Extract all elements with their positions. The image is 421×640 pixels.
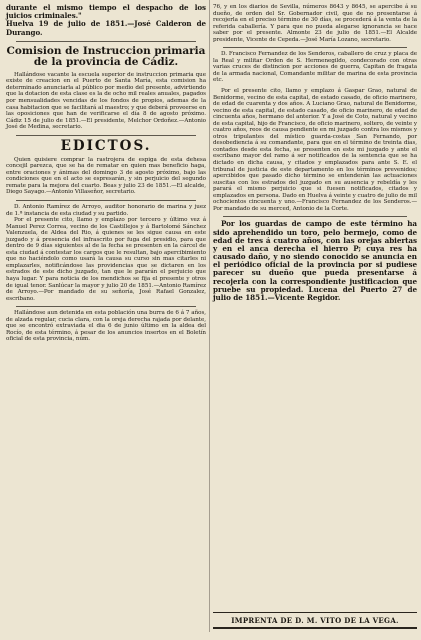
footer-rule bbox=[213, 627, 417, 629]
comision-body: Hallándose vacante la escuela superior de instruccion primaria que existe de creacion en el Puerto de Santa María, esta comision ha determinado anunciarla al público por medio del presente, advirtiendo que la dotacion de esta clase es la de ocho mil reales anuales, pagados por mensualidades vencidas de los fondos de propios, ademas de la casa habitacion que se facilitará al maestro; y que deberá proveerse en las oposiciones que han de verificarse el día 8 de agosto próximo. Cádiz 15 de julio de 1851.—El presidente, Melchor Ordoñez.—Antonio José de Medina, secretario. bbox=[6, 71, 206, 131]
divider bbox=[223, 216, 407, 217]
divider bbox=[223, 47, 407, 48]
edicto-rastrojera: Quien quisiere comprar la rastrojera de espiga de esta dehesa concejil parezca, que se ha de rematar en quien mas beneficio haga, entre oraciones y ánimas del domingo 3 de agosto próximo, bajo las condiciones que en el acto se espresarán, y sin perjuicio del segundo remate para la mejora del cuarto. Beas y julio 23 de 1851.—El alcalde, Diego Sayago.—Antonio Villaseñor, secretario. bbox=[6, 156, 206, 196]
continuation-text: durante el mismo tiempo el despacho de los juicios criminales." bbox=[6, 3, 206, 21]
divider bbox=[16, 200, 196, 201]
left-column bbox=[6, 0, 206, 343]
notice-toro: Por los guardas de campo de este término ha sido aprehendido un toro, pelo bermejo, como de edad de tres á cuatro años, con las orejas abiertas y en el anca derecha el hierro P; cuya res ha causado daño, y no siendo conocido se anuncia en el periódico oficial de la provincia por si pudiese parecer su dueño que pueda presentarse á recojerla con la correspondiente justificacion que pruebe su propiedad. Lucena del Puerto 27 de julio de 1851.—Vicente Regidor. bbox=[213, 219, 417, 302]
edicto-ramirez-body: Por el presente cito, llamo y emplazo por tercero y último vez á Manuel Perez Correa, vecino de los Castillejos y á Bartolomé Sánchez Valenzuela, de Aldea del Rio, á quienes se les sigue causa en este juzgado y á presencia del infrascrito por fuga del presidio, para que dentro de 9 días siguientes al de la fecha se presenten en la cárcel de esta ciudad á contestar los cargos que le resultan, bajo apercibimiento que no haciéndolo como usará la causa su curso sin mas citarles ni emplazarles, notificándose las providencias que se dictaren en los estrados de este dicho juzgado, tan que le pararán el perjuicio que haya lugar. Y para noticia de los mendichos se fija el presente y otros de igual tenor. Sanlúcar la mayor y julio 20 de 1851.—Antonio Ramírez de Arroyo.—Por mandado de su señoría, José Rafael Gonzalez, escribano. bbox=[6, 217, 206, 302]
comision-title: Comision de Instruccion primaria de la provincia de Cádiz. bbox=[6, 44, 206, 68]
divider bbox=[16, 41, 196, 42]
edicto-ramirez-header: D. Antonio Ramírez de Arroyo, auditor honorario de marina y juez de 1.ª instancia de esta ciudad y su partido. bbox=[6, 204, 206, 217]
edictos-heading: EDICTOS. bbox=[60, 137, 152, 154]
imprint-text: IMPRENTA DE D. M. VITO DE LA VEGA. bbox=[231, 616, 399, 625]
column-rule bbox=[209, 0, 210, 632]
divider bbox=[16, 306, 196, 307]
divider bbox=[16, 135, 196, 136]
right-column bbox=[213, 0, 417, 302]
imprint-footer bbox=[213, 612, 417, 629]
edicto-almonte: 76, y en los diarios de Sevilla, números 8643 y 8645, se apercibe á su dueño, de orden del Sr. Gobernador civil, que de no presentarse á recojerla en el preciso término de 30 días, se procederá á la venta de la referida caballería. Y para que no pueda alegarse ignorancia se hace saber por el presente. Almonte 23 de julio de 1851.—El Alcalde presidente, Vicente de Cepeda.—José María Lozano, secretario. bbox=[213, 4, 417, 43]
edicto-burra: Hallándose aun detenida en esta población una burra de 6 á 7 años, de alzada regular, cucia clara, con la oreja derecha rajada por delante, que se encontró extraviada el dia 6 de junio último en la aldea del Rocío, de esta término, á pesar de los anuncios insertos en el Boletín oficial de esta provincia, núm. bbox=[6, 310, 206, 343]
edicto-fernandez-header: D. Francisco Fernandez de los Senderos, caballero de cruz y placa de la Real y militar Orden de S. Hermenegildo, condecorado con otras varias cruces de distincion por acciones de guerra, Capitan de fragata de la armada nacional, Comandante militar de marina de esta provincia etc. bbox=[213, 51, 417, 84]
edicto-fernandez-body: Por el presente cito, llamo y emplazo á Gaspar Grao, natural de Benidorme, vecino de esta capital, de estado casado, de oficio marinero, de edad de cuarenta y dos años. A Luciano Grao, natural de Benidorme, vecino de esta capital, de estado casado, de oficio marinero, de edad de cincuenta años, hermano del anterior. Y a José de Coto, natural y vecino de esta capital, hijo de Francisco, de oficio marinero, soltero, de veinte y cuatro años, reos de causa pendiente en mi juzgado contra los mismos y otros tripulantes del místico guarda-costas San Fernando, por desobediencia á su comandante, para que en el término de treinta días, contados desde esta fecha, se presenten en este mi juzgado y ante el escribano mayor del ramo á ser notificados de la sentencia que se ha dictado en dicha causa, y citados y emplazados para ante S. E. el tribunal de justicia de este departamento en los términos prevenidos; apercibidos que pasado dicho término se entenderán las actuaciones suscitas con los estrados del juzgado en su ausencia y rebeldía y les parará el mismo perjuicio que si fuesen notificados, citados y emplazados en persona. Dado en Huelva á veinte y cuatro de julio de mil ochocientos cincuenta y uno.—Francisco Fernandez de los Senderos.—Por mandado de su merced, Antonio de la Corte. bbox=[213, 88, 417, 212]
signature-line: Huelva 19 de julio de 1851.—José Calderon de Durango. bbox=[6, 19, 206, 37]
